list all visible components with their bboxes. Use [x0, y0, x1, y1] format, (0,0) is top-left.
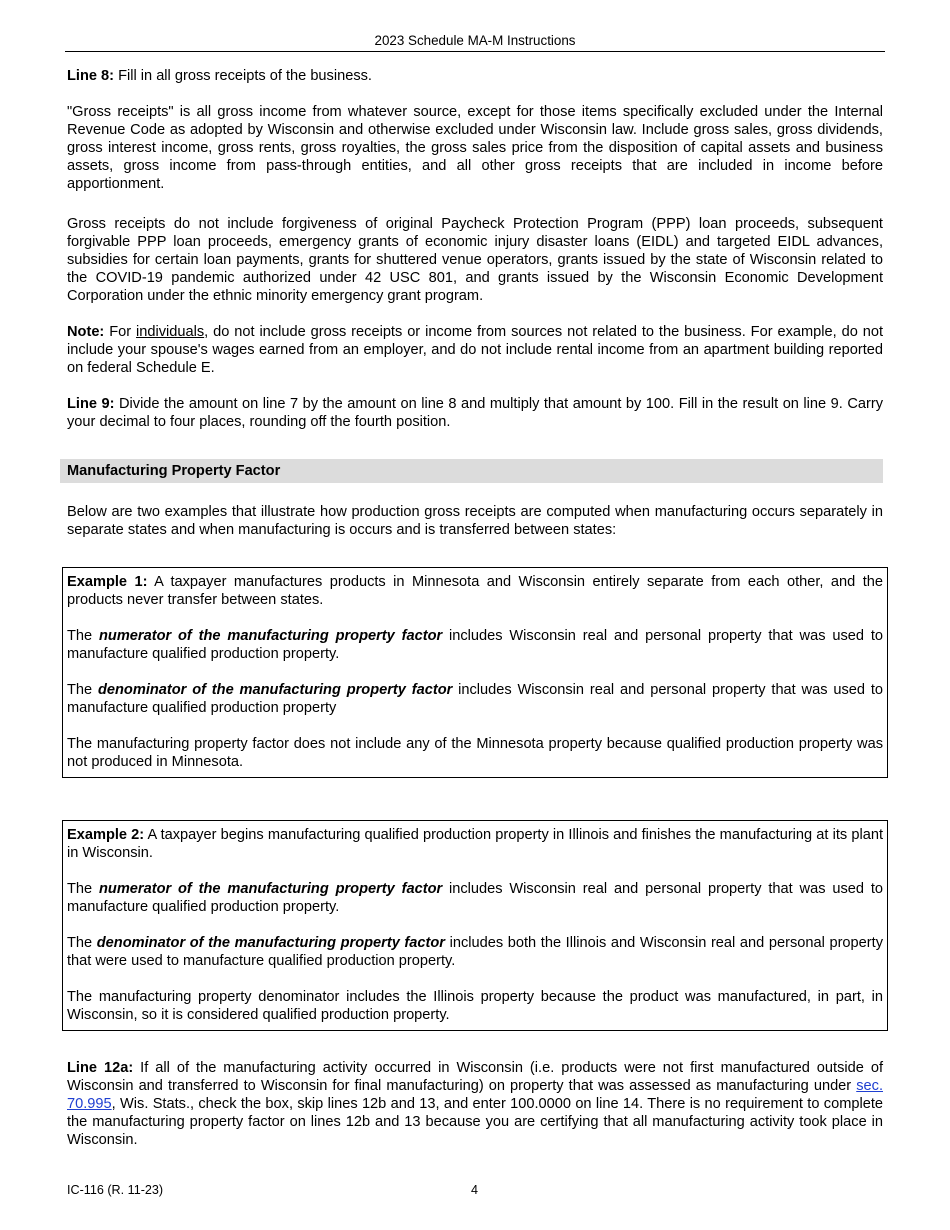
footer-page-number: 4: [471, 1183, 479, 1197]
example2-numerator-post: includes Wisconsin real and personal property that was used to manufacture qualified production property.: [67, 881, 884, 915]
example2-numerator-term: numerator of the manufacturing property factor: [99, 881, 443, 897]
page-header: [65, 32, 885, 52]
example1-numerator-term: numerator of the manufacturing property factor: [99, 628, 443, 644]
note-text-pre: For: [104, 324, 136, 340]
example1-numerator: [67, 627, 883, 663]
examples-intro: Below are two examples that illustrate how production gross receipts are computed when manufacturing occurs separately in separate states and when manufacturing is occurs and is transferred between states:: [67, 504, 883, 538]
page-content: [67, 67, 883, 1149]
example1-numerator-post: includes Wisconsin real and personal property that was used to manufacture qualified production property.: [67, 628, 884, 662]
line8-label: Line 8:: [67, 68, 115, 84]
line9-text: Divide the amount on line 7 by the amount on line 8 and multiply that amount by 100. Fill in the result on line 9. Carry your decimal to four places, rounding off the fourth position.: [67, 396, 883, 430]
example1-numerator-pre: The: [67, 628, 99, 644]
example1-denominator-pre: The: [67, 682, 98, 698]
example1-denominator: [67, 681, 883, 717]
example2-intro: [67, 826, 883, 862]
example1-label: Example 1:: [67, 574, 148, 590]
example2-numerator-pre: The: [67, 881, 99, 897]
example1-closing: The manufacturing property factor does not include any of the Minnesota property because qualified production property was not produced in Minnesota.: [67, 736, 883, 770]
example2-denominator-term: denominator of the manufacturing property factor: [96, 935, 445, 951]
note-underlined-term: individuals: [136, 324, 205, 340]
footer-form-id: IC-116 (R. 11-23): [67, 1183, 164, 1197]
example1-box: [62, 567, 888, 778]
line12a-paragraph: [67, 1059, 883, 1149]
example2-label: Example 2:: [67, 827, 145, 843]
example2-text: A taxpayer begins manufacturing qualified production property in Illinois and finishes the manufacturing at its plant in Wisconsin.: [67, 827, 883, 861]
line9-paragraph: [67, 395, 883, 431]
gross-receipts-definition: "Gross receipts" is all gross income from whatever source, except for those items specifically excluded under the Internal Revenue Code as adopted by Wisconsin and otherwise excluded under Wisconsin law. Include gross sales, gross dividends, gross interest income, gross rents, gross royalties, the gross sales price from the disposition of capital assets and business assets, gross income from pass-through entities, and all other gross receipts that are included in income before apportionment.: [67, 104, 883, 192]
example2-denominator-post: includes both the Illinois and Wisconsin real and personal property that were used to manufacture qualified production property.: [67, 935, 883, 969]
note-text-post: , do not include gross receipts or income from sources not related to the business. For example, do not include your spouse's wages earned from an employer, and do not include rental income from an apartment building reported on federal Schedule E.: [67, 324, 884, 376]
line12a-text-pre: If all of the manufacturing activity occurred in Wisconsin (i.e. products were not first manufactured outside of Wisconsin and transferred to Wisconsin for final manufacturing) on property that was assessed as manufacturing under: [67, 1060, 884, 1094]
line8-text: Fill in all gross receipts of the business.: [114, 68, 372, 84]
example2-denominator: [67, 934, 883, 970]
example2-numerator: [67, 880, 883, 916]
line8-paragraph: [67, 67, 883, 85]
page-header-title: 2023 Schedule MA-M Instructions: [374, 33, 576, 48]
example2-box: [62, 820, 888, 1031]
statute-link[interactable]: sec. 70.995: [67, 1078, 883, 1112]
line9-label: Line 9:: [67, 396, 115, 412]
line12a-text-post: , Wis. Stats., check the box, skip lines 12b and 13, and enter 100.0000 on line 14. There is no requirement to complete the manufacturing property factor on lines 12b and 13 because you are certifying that all manufacturing activity took place in Wisconsin.: [67, 1096, 883, 1148]
example1-denominator-term: denominator of the manufacturing property factor: [97, 682, 453, 698]
example2-closing: The manufacturing property denominator includes the Illinois property because the product was manufactured, in part, in Wisconsin, so it is considered qualified production property.: [67, 989, 883, 1023]
note-paragraph: [67, 323, 883, 377]
section-heading-manufacturing-property-factor: Manufacturing Property Factor: [60, 459, 883, 483]
example1-denominator-post: includes Wisconsin real and personal property that was used to manufacture qualified production property: [67, 682, 884, 716]
gross-receipts-exclusions: Gross receipts do not include forgiveness of original Paycheck Protection Program (PPP) loan proceeds, subsequent forgivable PPP loan proceeds, emergency grants of economic injury disaster loans (EIDL) and targeted EIDL advances, subsidies for certain loan payments, grants for shuttered venue operators, grants issued by the state of Wisconsin related to the COVID-19 pandemic authorized under 42 USC 801, and grants issued by the Wisconsin Economic Development Corporation under the ethnic minority emergency grant program.: [67, 216, 883, 304]
example1-text: A taxpayer manufactures products in Minnesota and Wisconsin entirely separate from each other, and the products never transfer between states.: [67, 574, 883, 608]
line12a-label: Line 12a:: [67, 1060, 134, 1076]
example1-intro: [67, 573, 883, 609]
note-label: Note:: [67, 324, 105, 340]
example2-denominator-pre: The: [67, 935, 97, 951]
